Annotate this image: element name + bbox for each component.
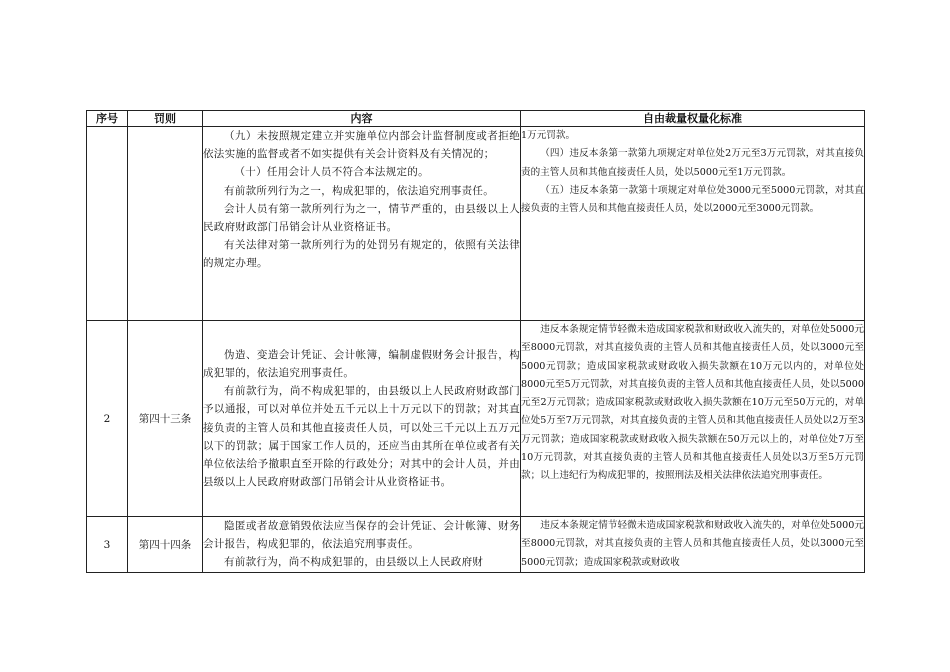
row-standard — [521, 517, 865, 573]
content-paragraph: 有前款行为，尚不构成犯罪的，由县级以上人民政府财 — [224, 556, 484, 569]
content-paragraph: 会计人员有第一款所列行为之一，情节严重的，由县级以上人民政府财政部门吊销会计从业资格证书。 — [203, 202, 520, 234]
content-paragraph: 隐匿或者故意销毁依法应当保存的会计凭证、会计帐簿、财务会计报告，构成犯罪的，依法追究刑事责任。 — [203, 520, 520, 551]
content-paragraph: （九）未按照规定建立并实施单位内部会计监督制度或者拒绝依法实施的监督或者不如实提供有关会计资料及有关情况的； — [203, 130, 520, 161]
row-content — [203, 517, 521, 573]
header-serial: 序号 — [87, 111, 128, 127]
content-paragraph: 有前款行为，尚不构成犯罪的，由县级以上人民政府财政部门予以通报，可以对单位并处五千元以上十万元以下的罚款；对其直接负责的主管人员和其他直接责任人员，可以处三千元以上五万元以下的罚款；属于国家工作人员的，还应当由其所在单位或者有关单位依法给予撤职直至开除的行政处分；对其中的会计人员，并由县级以上人民政府财政部门吊销会计从业资格证书。 — [203, 385, 520, 489]
row-article — [128, 127, 203, 321]
row-serial: 3 — [87, 517, 128, 573]
table-row — [87, 127, 865, 321]
header-penalty: 罚则 — [128, 111, 203, 127]
standard-paragraph: 违反本条规定情节轻微未造成国家税款和财政收入流失的，对单位处5000元至8000元罚款，对其直接负责的主管人员和其他直接责任人员，处以3000元至5000元罚款；造成国家税款或财政收入损失款额在10万元以内的，对单位处8000元至5万元罚款，对其直接负责的主管人员和其他直接责任人员，处以5000元至2万元罚款；造成国家税款或财政收入损失款额在10万元至50万元的，对单位处5万至7万元罚款，对其直接负责的主管人员和其他直接责任人员处以2万至3万元罚款；造成国家税款或财政收入损失款额在50万元以上的，对单位处7万至10万元罚款，对其直接负责的主管人员和其他直接责任人员处以3万至5万元罚款；以上违纪行为构成犯罪的，按照刑法及相关法律依法追究刑事责任。 — [521, 324, 864, 482]
content-paragraph: 有关法律对第一款所列行为的处罚另有规定的，依照有关法律的规定办理。 — [203, 239, 520, 270]
row-serial: 2 — [87, 321, 128, 517]
penalty-table — [86, 110, 865, 573]
content-paragraph: 有前款所列行为之一，构成犯罪的，依法追究刑事责任。 — [224, 184, 494, 197]
standard-paragraph: 违反本条规定情节轻微未造成国家税款和财政收入流失的，对单位处5000元至8000元罚款，对其直接负责的主管人员和其他直接责任人员，处以3000元至5000元罚款；造成国家税款或财政收 — [521, 520, 864, 568]
header-standard: 自由裁量权量化标准 — [521, 111, 865, 127]
row-standard — [521, 321, 865, 517]
standard-paragraph: 1万元罚款。 — [521, 130, 576, 141]
content-paragraph: （十）任用会计人员不符合本法规定的。 — [234, 166, 429, 179]
standard-paragraph: （五）违反本条第一款第十项规定对单位处3000元至5000元罚款，对其直接负责的主管人员和其他直接责任人员，处以2000元至3000元罚款。 — [521, 184, 864, 215]
row-serial — [87, 127, 128, 321]
content-paragraph: 伪造、变造会计凭证、会计帐簿，编制虚假财务会计报告，构成犯罪的，依法追究刑事责任。 — [203, 348, 520, 379]
row-standard — [521, 127, 865, 321]
row-article: 第四十四条 — [128, 517, 203, 573]
header-content: 内容 — [203, 111, 521, 127]
table-row — [87, 517, 865, 573]
table-row — [87, 321, 865, 517]
row-content — [203, 321, 521, 517]
row-article: 第四十三条 — [128, 321, 203, 517]
table-header-row — [87, 111, 865, 127]
row-content — [203, 127, 521, 321]
standard-paragraph: （四）违反本条第一款第九项规定对单位处2万元至3万元罚款，对其直接负责的主管人员和其他直接责任人员，处以5000元至1万元罚款。 — [521, 148, 864, 178]
